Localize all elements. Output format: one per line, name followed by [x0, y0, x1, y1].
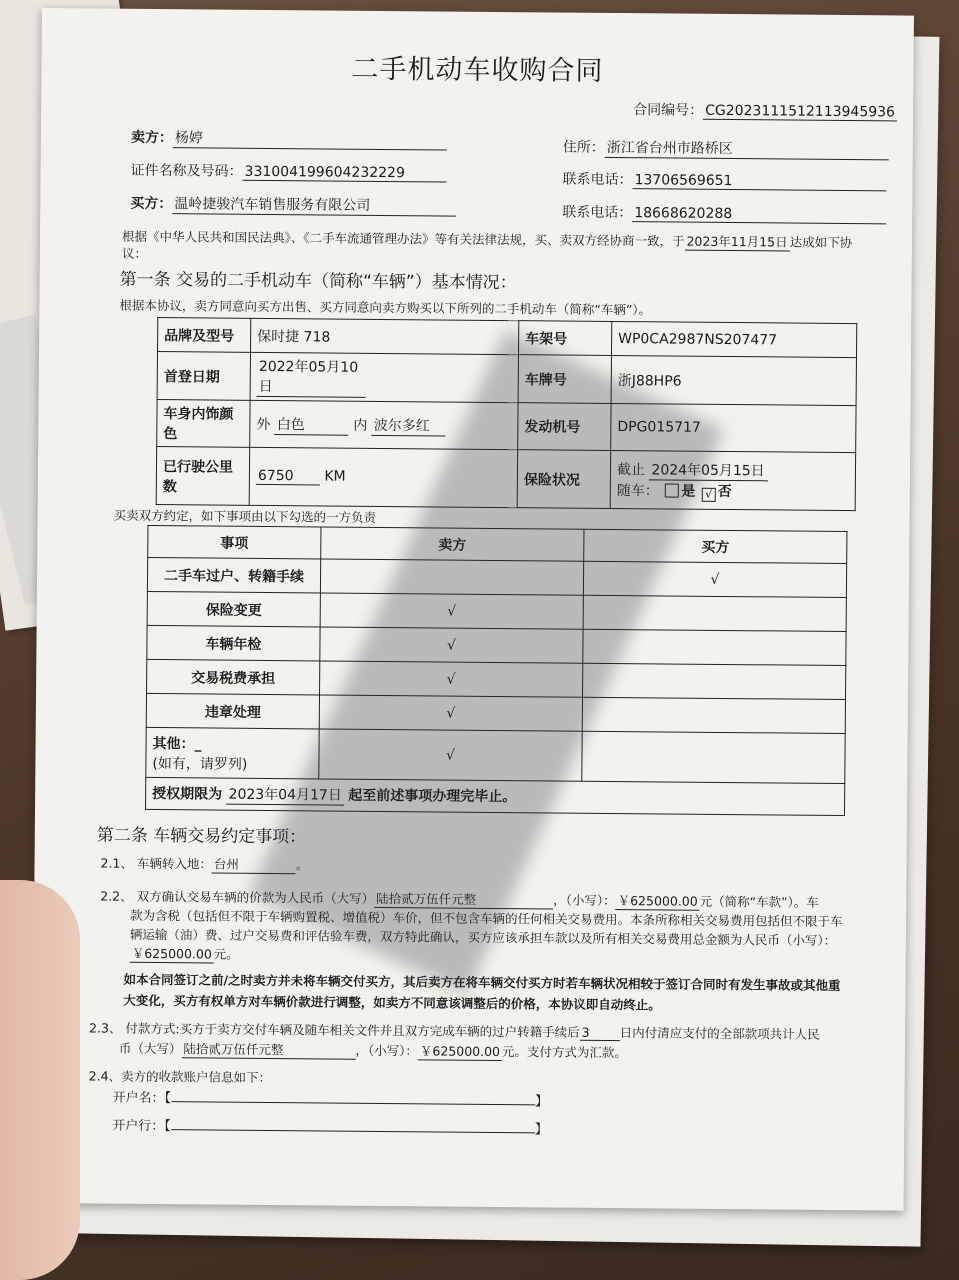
- clause-2-4: [89, 1066, 272, 1086]
- brand-label: 品牌及型号: [158, 318, 251, 353]
- no-checkbox[interactable]: √: [702, 487, 716, 501]
- address-row: [563, 137, 889, 161]
- insurance-until: 2024年05月15日: [649, 459, 768, 481]
- clause-2-1-value: 台州: [212, 855, 296, 875]
- clause-2-3-line2-c: 元。支付方式为汇款。: [501, 1044, 628, 1061]
- duty-item: 二手车过户、转籍手续: [147, 557, 320, 593]
- bank-open: 【: [164, 1119, 171, 1135]
- intro-date: 2023年11月15日: [684, 232, 789, 252]
- bold-clause-line1: 如本合同签订之前/之时卖方并未将车辆交付买方，其后卖方在将车辆交付买方时若车辆状况相较于签订合同时有发生事故或其他重: [123, 971, 841, 994]
- seller-phone: 13706569651: [632, 172, 886, 191]
- yes-label: 是: [681, 483, 696, 500]
- mileage-value: 6750: [256, 468, 320, 486]
- intro-line1: [122, 227, 852, 252]
- account-name-close: 】: [534, 1094, 549, 1110]
- section1-title: 第一条 交易的二手机动车（简称“车辆”）基本情况：: [119, 269, 517, 294]
- clause-2-2-total: ￥625000.00: [130, 944, 214, 964]
- duty-seller-mark: √: [320, 627, 583, 663]
- duties-intro: 买卖双方约定，如下事项由以下勾选的一方负责: [113, 507, 377, 525]
- no-label: 否: [717, 483, 732, 500]
- mileage-label: 已行驶公里数: [156, 447, 250, 506]
- section1-intro: 根据本协议，卖方同意向买方出售、买方同意向卖方购买以下所列的二手机动车（简称“车辆”）。: [119, 297, 652, 318]
- clause-2-3-a: 付款方式:买方于卖方交付车辆及随车相关文件并且双方完成车辆的过户转籍手续后: [125, 1020, 580, 1040]
- clause-2-2-line2: 款为含税（包括但不限于车辆购置税、增值税）车价，但不包含车辆的任何相关交易费用。本条所称相关交易费用包括但不限于车: [130, 907, 843, 930]
- contract-number-label: 合同编号：: [633, 102, 704, 119]
- id-row: [131, 160, 447, 183]
- clause-2-3-b: 日内付清应支付的全部款项共计人民: [619, 1025, 820, 1042]
- duty-seller-mark: √: [319, 729, 582, 781]
- clause-2-3-line2-a: 币（大写）: [118, 1040, 182, 1057]
- mileage-unit: KM: [324, 468, 346, 485]
- clause-2-1-text: 车辆转入地：: [136, 855, 212, 872]
- clause-2-4-text: 卖方的收款账户信息如下：: [121, 1068, 272, 1086]
- duties-header-seller: 卖方: [321, 527, 584, 561]
- seller-phone-label: 联系电话：: [562, 171, 633, 189]
- clause-2-3-amount: ￥625000.00: [418, 1041, 502, 1061]
- address-value: 浙江省台州市路桥区: [605, 137, 889, 160]
- vin-value: WP0CA2987NS207477: [611, 321, 856, 357]
- id-label: 证件名称及号码：: [130, 162, 243, 180]
- clause-2-3-line2-b: ，（小写）：: [355, 1042, 419, 1059]
- intro-post: 达成如下协: [789, 234, 853, 251]
- underlying-paper-text: [0, 0, 4, 228]
- address-label: 住所：: [562, 139, 605, 156]
- buyer-phone-row: [562, 202, 886, 225]
- duty-buyer-mark: [582, 731, 845, 783]
- contract-title: 二手机动车收购合同: [351, 53, 604, 87]
- id-number: 331004199604232229: [243, 164, 447, 183]
- engine-value: DPG015717: [611, 403, 856, 452]
- clause-2-3-num: 2.3、: [89, 1020, 122, 1036]
- contract-number: [633, 99, 897, 121]
- duty-item: 车辆年检: [147, 625, 320, 661]
- plate-value: 浙J88HP6: [611, 355, 856, 405]
- clause-2-2-line4-end: 元。: [213, 946, 239, 962]
- brand-value: 保时捷 718: [251, 318, 519, 354]
- duty-buyer-mark: [583, 663, 846, 699]
- clause-2-2-num: 2.2、: [100, 888, 133, 904]
- clause-2-3-line2: [119, 1039, 627, 1062]
- first-reg-label: 首登日期: [157, 352, 250, 401]
- auth-date: 2023年04月17日: [227, 784, 344, 806]
- clause-2-2-a: 双方确认交易车辆的价款为人民币（大写）: [136, 888, 375, 906]
- clause-2-4-num: 2.4、: [88, 1068, 122, 1084]
- clause-2-2-c: 元（简称“车款”）。车: [699, 893, 819, 910]
- duty-item: 保险变更: [147, 591, 320, 627]
- buyer-name: 温岭捷骏汽车销售服务有限公司: [172, 193, 456, 216]
- ext-color: 白色: [275, 414, 349, 436]
- duty-item: 其他：_: [152, 735, 202, 752]
- vin-label: 车架号: [518, 321, 611, 356]
- auth-post: 起至前述事项办理完毕止。: [348, 787, 517, 806]
- insurance-label: 保险状况: [517, 450, 611, 509]
- duty-item-other: [146, 727, 319, 779]
- int-color: 波尔多红: [372, 414, 446, 436]
- bank-field[interactable]: [171, 1129, 535, 1133]
- buyer-phone: 18668620288: [632, 205, 886, 224]
- duty-item-note: (如有，请罗列): [152, 755, 248, 773]
- clause-2-1-end: 。: [295, 857, 309, 873]
- auth-label: 授权期限为: [152, 785, 223, 803]
- bank-row: [112, 1115, 548, 1138]
- duty-item: 违章处理: [146, 693, 319, 729]
- seller-label: 卖方：: [130, 129, 173, 147]
- buyer-row: [130, 193, 456, 217]
- duties-header-buyer: 买方: [584, 529, 847, 563]
- clause-2-2-amount: ￥625000.00: [616, 891, 700, 911]
- clause-2-2-amount-cn: 陆拾贰万伍仟元整: [374, 889, 553, 910]
- buyer-label: 买方：: [130, 195, 173, 213]
- holding-hand: [0, 880, 80, 1280]
- clause-2-3-days: 3: [580, 1025, 620, 1041]
- duty-item: 交易税费承担: [147, 659, 320, 695]
- engine-label: 发动机号: [518, 403, 611, 451]
- account-name-label: 开户名：: [112, 1090, 165, 1107]
- duty-seller-mark: √: [320, 661, 583, 697]
- contract-number-value: CG2023111512113945936: [703, 103, 897, 122]
- clause-2-2-line4: [130, 944, 239, 964]
- plate-label: 车牌号: [518, 355, 611, 404]
- duties-header-item: 事项: [148, 525, 321, 559]
- intro-pre: 根据《中华人民共和国民法典》、《二手车流通管理办法》等有关法律法规，买、卖双方经协商一致，于: [121, 228, 685, 249]
- account-name-row: [112, 1087, 548, 1110]
- bank-label: 开户行：: [112, 1118, 165, 1135]
- with-car-label: 随车：: [616, 482, 659, 499]
- duty-buyer-mark: √: [583, 561, 846, 597]
- seller-name: 杨婷: [173, 127, 447, 150]
- ext-label: 外: [256, 416, 271, 433]
- intro-line2: 议：: [121, 245, 147, 261]
- duty-buyer-mark: [582, 697, 845, 733]
- duty-seller-mark: √: [319, 695, 582, 731]
- duty-seller-mark: √: [320, 593, 583, 629]
- insurance-until-label: 截止: [616, 461, 646, 478]
- account-name-open: 【: [164, 1091, 172, 1107]
- clause-2-2-line3: 辆运输（油）费、过户交易费和评估验车费，双方特此确认，买方应该承担车款以及所有相关交易费用总金额为人民币（小写）：: [129, 926, 837, 948]
- first-reg-value: 2022年05月10日: [257, 356, 366, 398]
- seller-row: [131, 127, 451, 151]
- buyer-phone-label: 联系电话：: [562, 204, 633, 222]
- account-name-field[interactable]: [171, 1101, 535, 1105]
- clause-2-1-num: 2.1、: [100, 855, 133, 871]
- color-label: 车身内饰颜色: [157, 400, 250, 448]
- seller-phone-row: [562, 169, 886, 192]
- clause-2-3-amount-cn: 陆拾贰万伍仟元整: [181, 1039, 355, 1060]
- int-label: 内: [353, 417, 368, 434]
- bank-close: 】: [534, 1122, 548, 1138]
- clause-2-2-b: ，（小写）：: [553, 892, 616, 909]
- section2-title: 第二条 车辆交易约定事项：: [96, 825, 307, 848]
- contract-sheet: [32, 8, 914, 1211]
- bold-clause-line2: 大变化，买方有权单方对车辆价款进行调整，如卖方不同意该调整后的价格，本协议即自动终止。: [123, 992, 661, 1013]
